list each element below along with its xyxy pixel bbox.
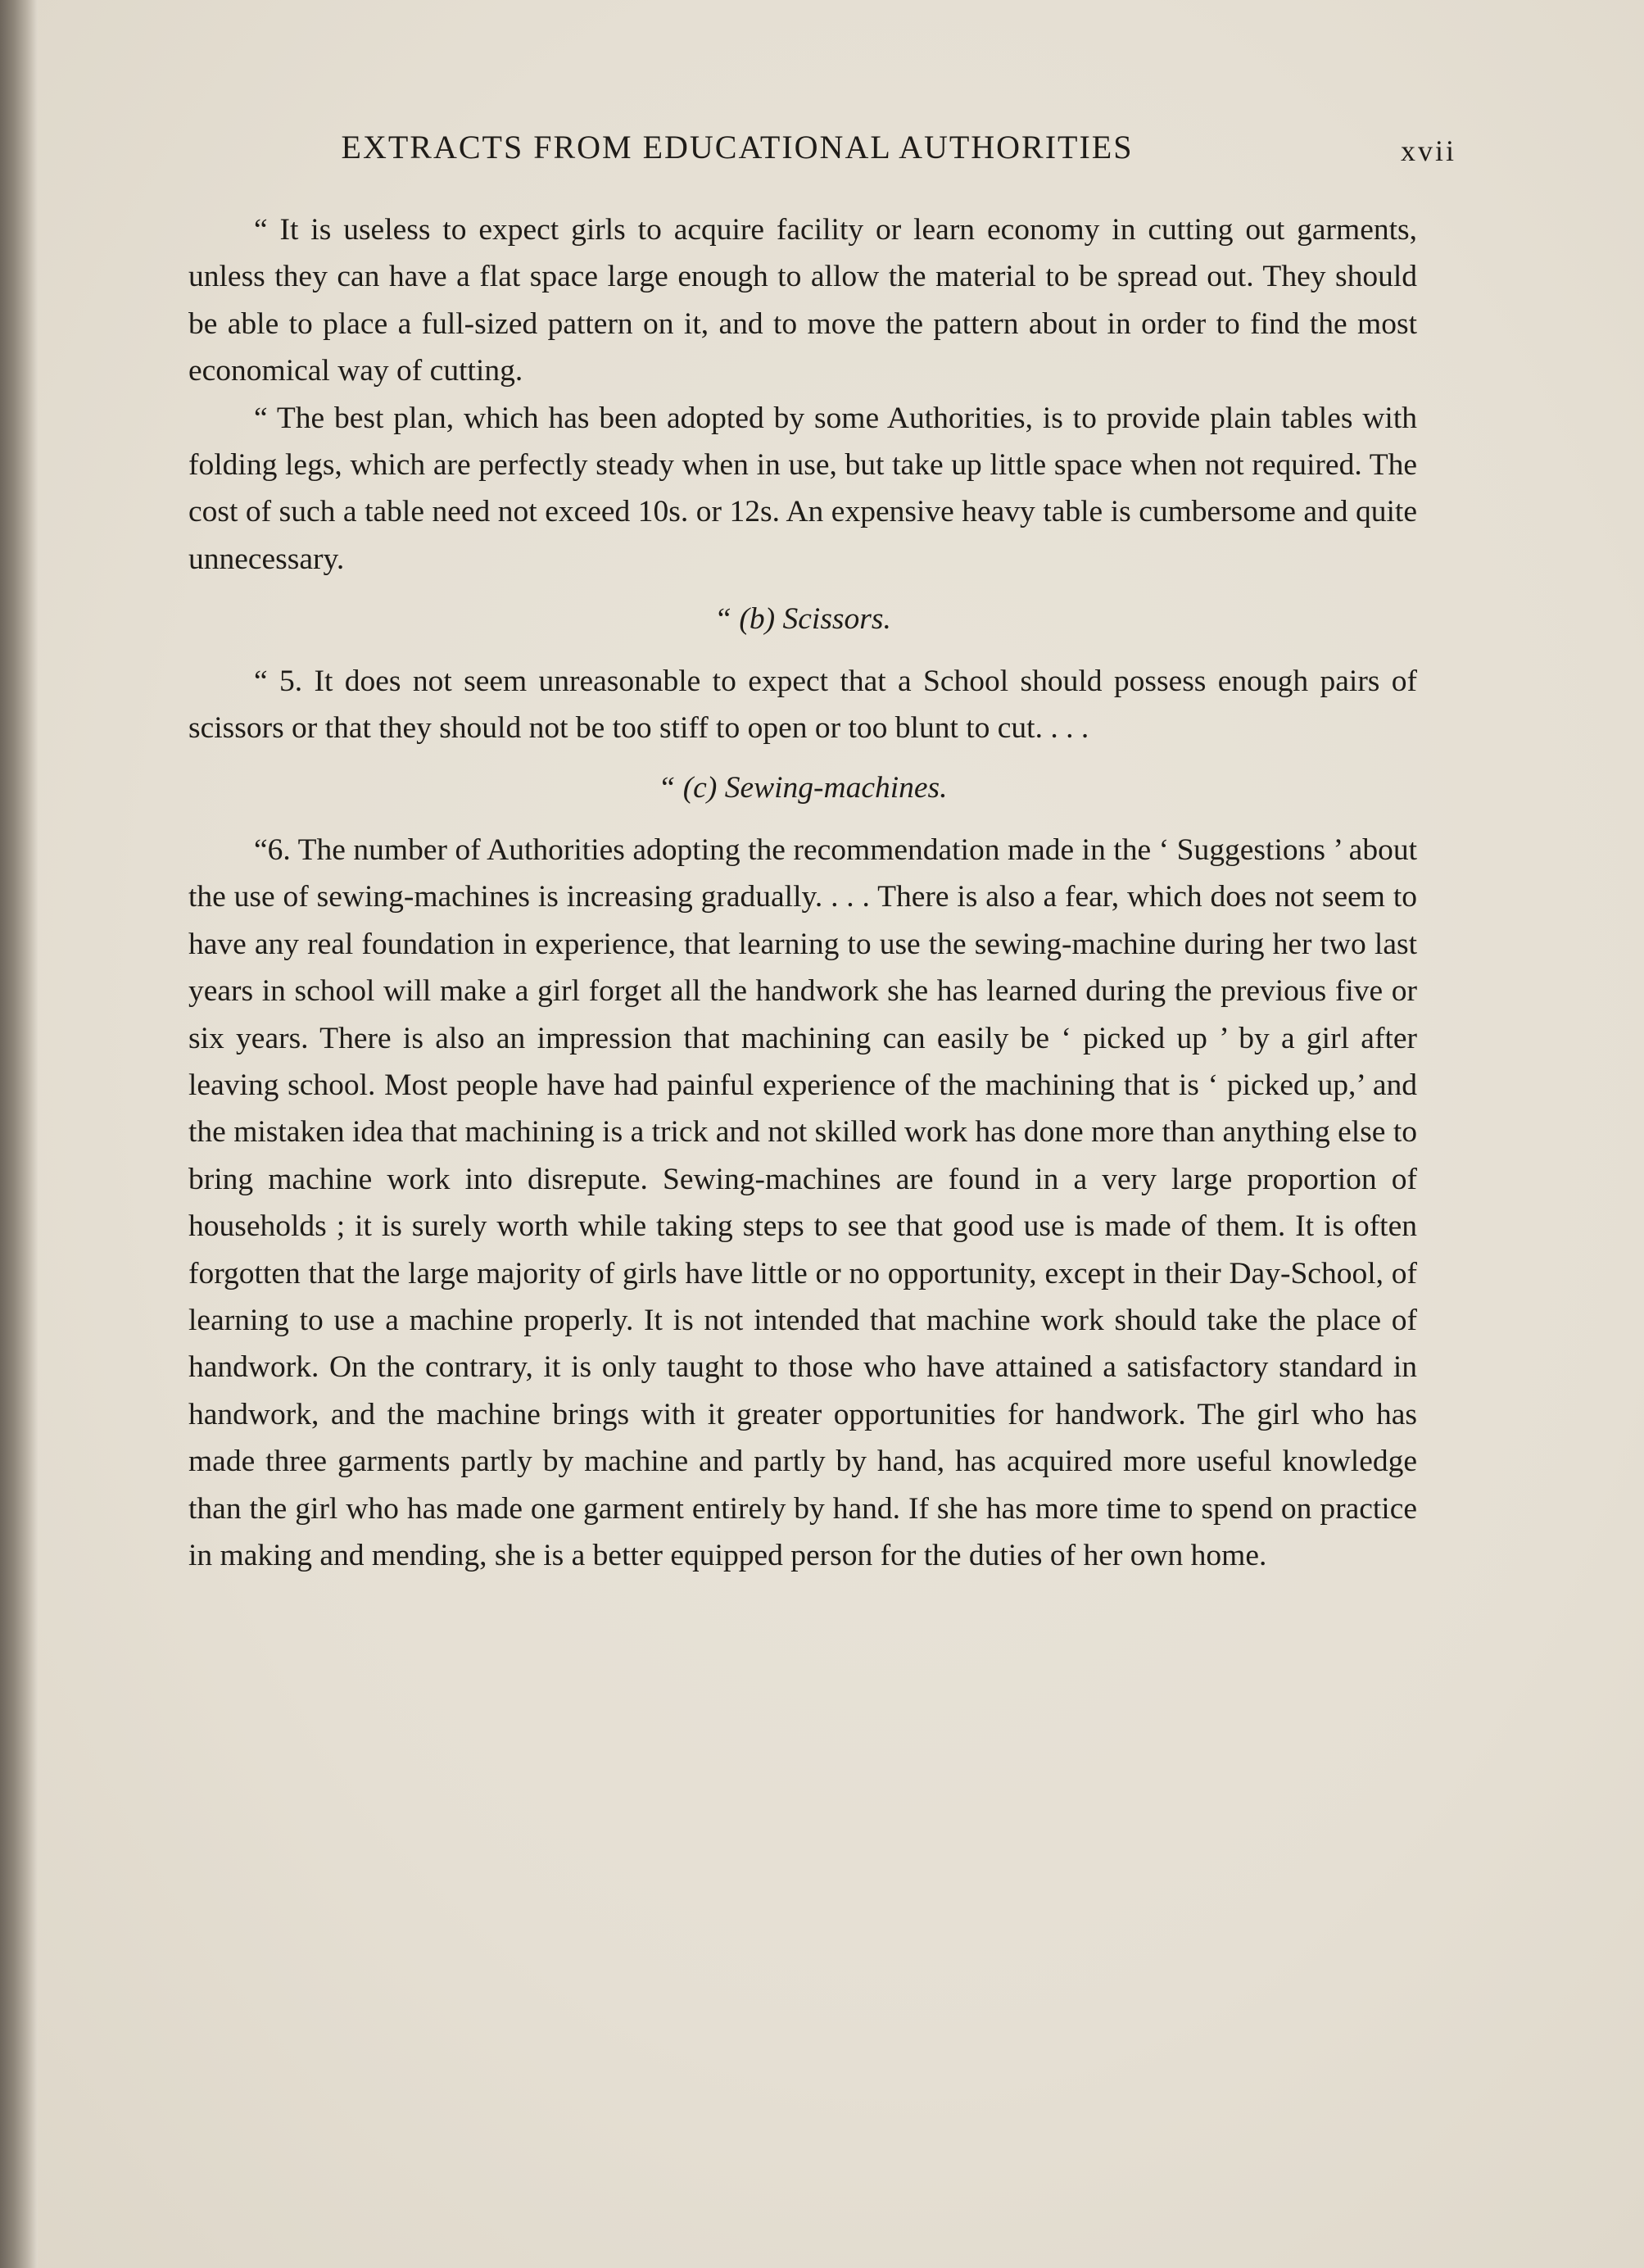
body-text xyxy=(188,206,1417,1579)
page-binding-edge xyxy=(0,0,38,2268)
section-heading-sewing-machines: “ (c) Sewing-machines. xyxy=(658,771,948,805)
page-number: xvii xyxy=(1400,134,1456,167)
paragraph-scissors: “ 5. It does not seem unreasonable to expect that a School should possess enough pairs of scissors or that they should not be too stiff to open or too blunt to cut. . . . xyxy=(188,664,1417,746)
running-head-title: EXTRACTS FROM EDUCATIONAL AUTHORITIES xyxy=(341,129,1134,166)
section-heading-scissors: “ (b) Scissors. xyxy=(714,602,891,637)
paragraph-sewing-machines: “6. The number of Authorities adopting the recommendation made in the ‘ Suggestions ’ about the use of sewing-machines is increasing gradually. . . . There is also a fear, which does not seem to have any real foundation in experience, that learning to use the sewing-machine during her two last years in school will make a girl forget all the handwork she has learned during the previous five or six years. There is also an impression that machining can easily be ‘ picked up ’ by a girl after leaving school. Most people have had painful experience of the machining that is ‘ picked up,’ and the mistaken idea that machining is a trick and not skilled work has done more than anything else to bring machine work into disrepute. Sewing-machines are found in a very large proportion of households ; it is surely worth while taking steps to see that good use is made of them. It is often forgotten that the large majority of girls have little or no opportunity, except in their Day-School, of learning to use a machine properly. It is not intended that machine work should take the place of handwork. On the contrary, it is only taught to those who have attained a satisfactory standard in handwork, and the machine brings with it greater opportunities for handwork. The girl who has made three garments partly by machine and partly by hand, has acquired more useful knowledge than the girl who has made one garment entirely by hand. If she has more time to spend on practice in making and mending, she is a better equipped person for the duties of her own home. xyxy=(188,832,1417,1572)
paragraph-folding-tables: “ The best plan, which has been adopted by some Authorities, is to provide plain tables with folding legs, which are perfectly steady when in use, but take up little space when not required. The cost of such a table need not exceed 10s. or 12s. An expensive heavy table is cumbersome and quite unnecessary. xyxy=(188,401,1417,576)
paragraph-cutting-space: “ It is useless to expect girls to acquire facility or learn economy in cutting out garments, unless they can have a flat space large enough to allow the material to be spread out. They should be able to place a full-sized pattern on it, and to move the pattern about in order to find the most economical way of cutting. xyxy=(188,213,1417,388)
running-head xyxy=(188,123,1458,172)
